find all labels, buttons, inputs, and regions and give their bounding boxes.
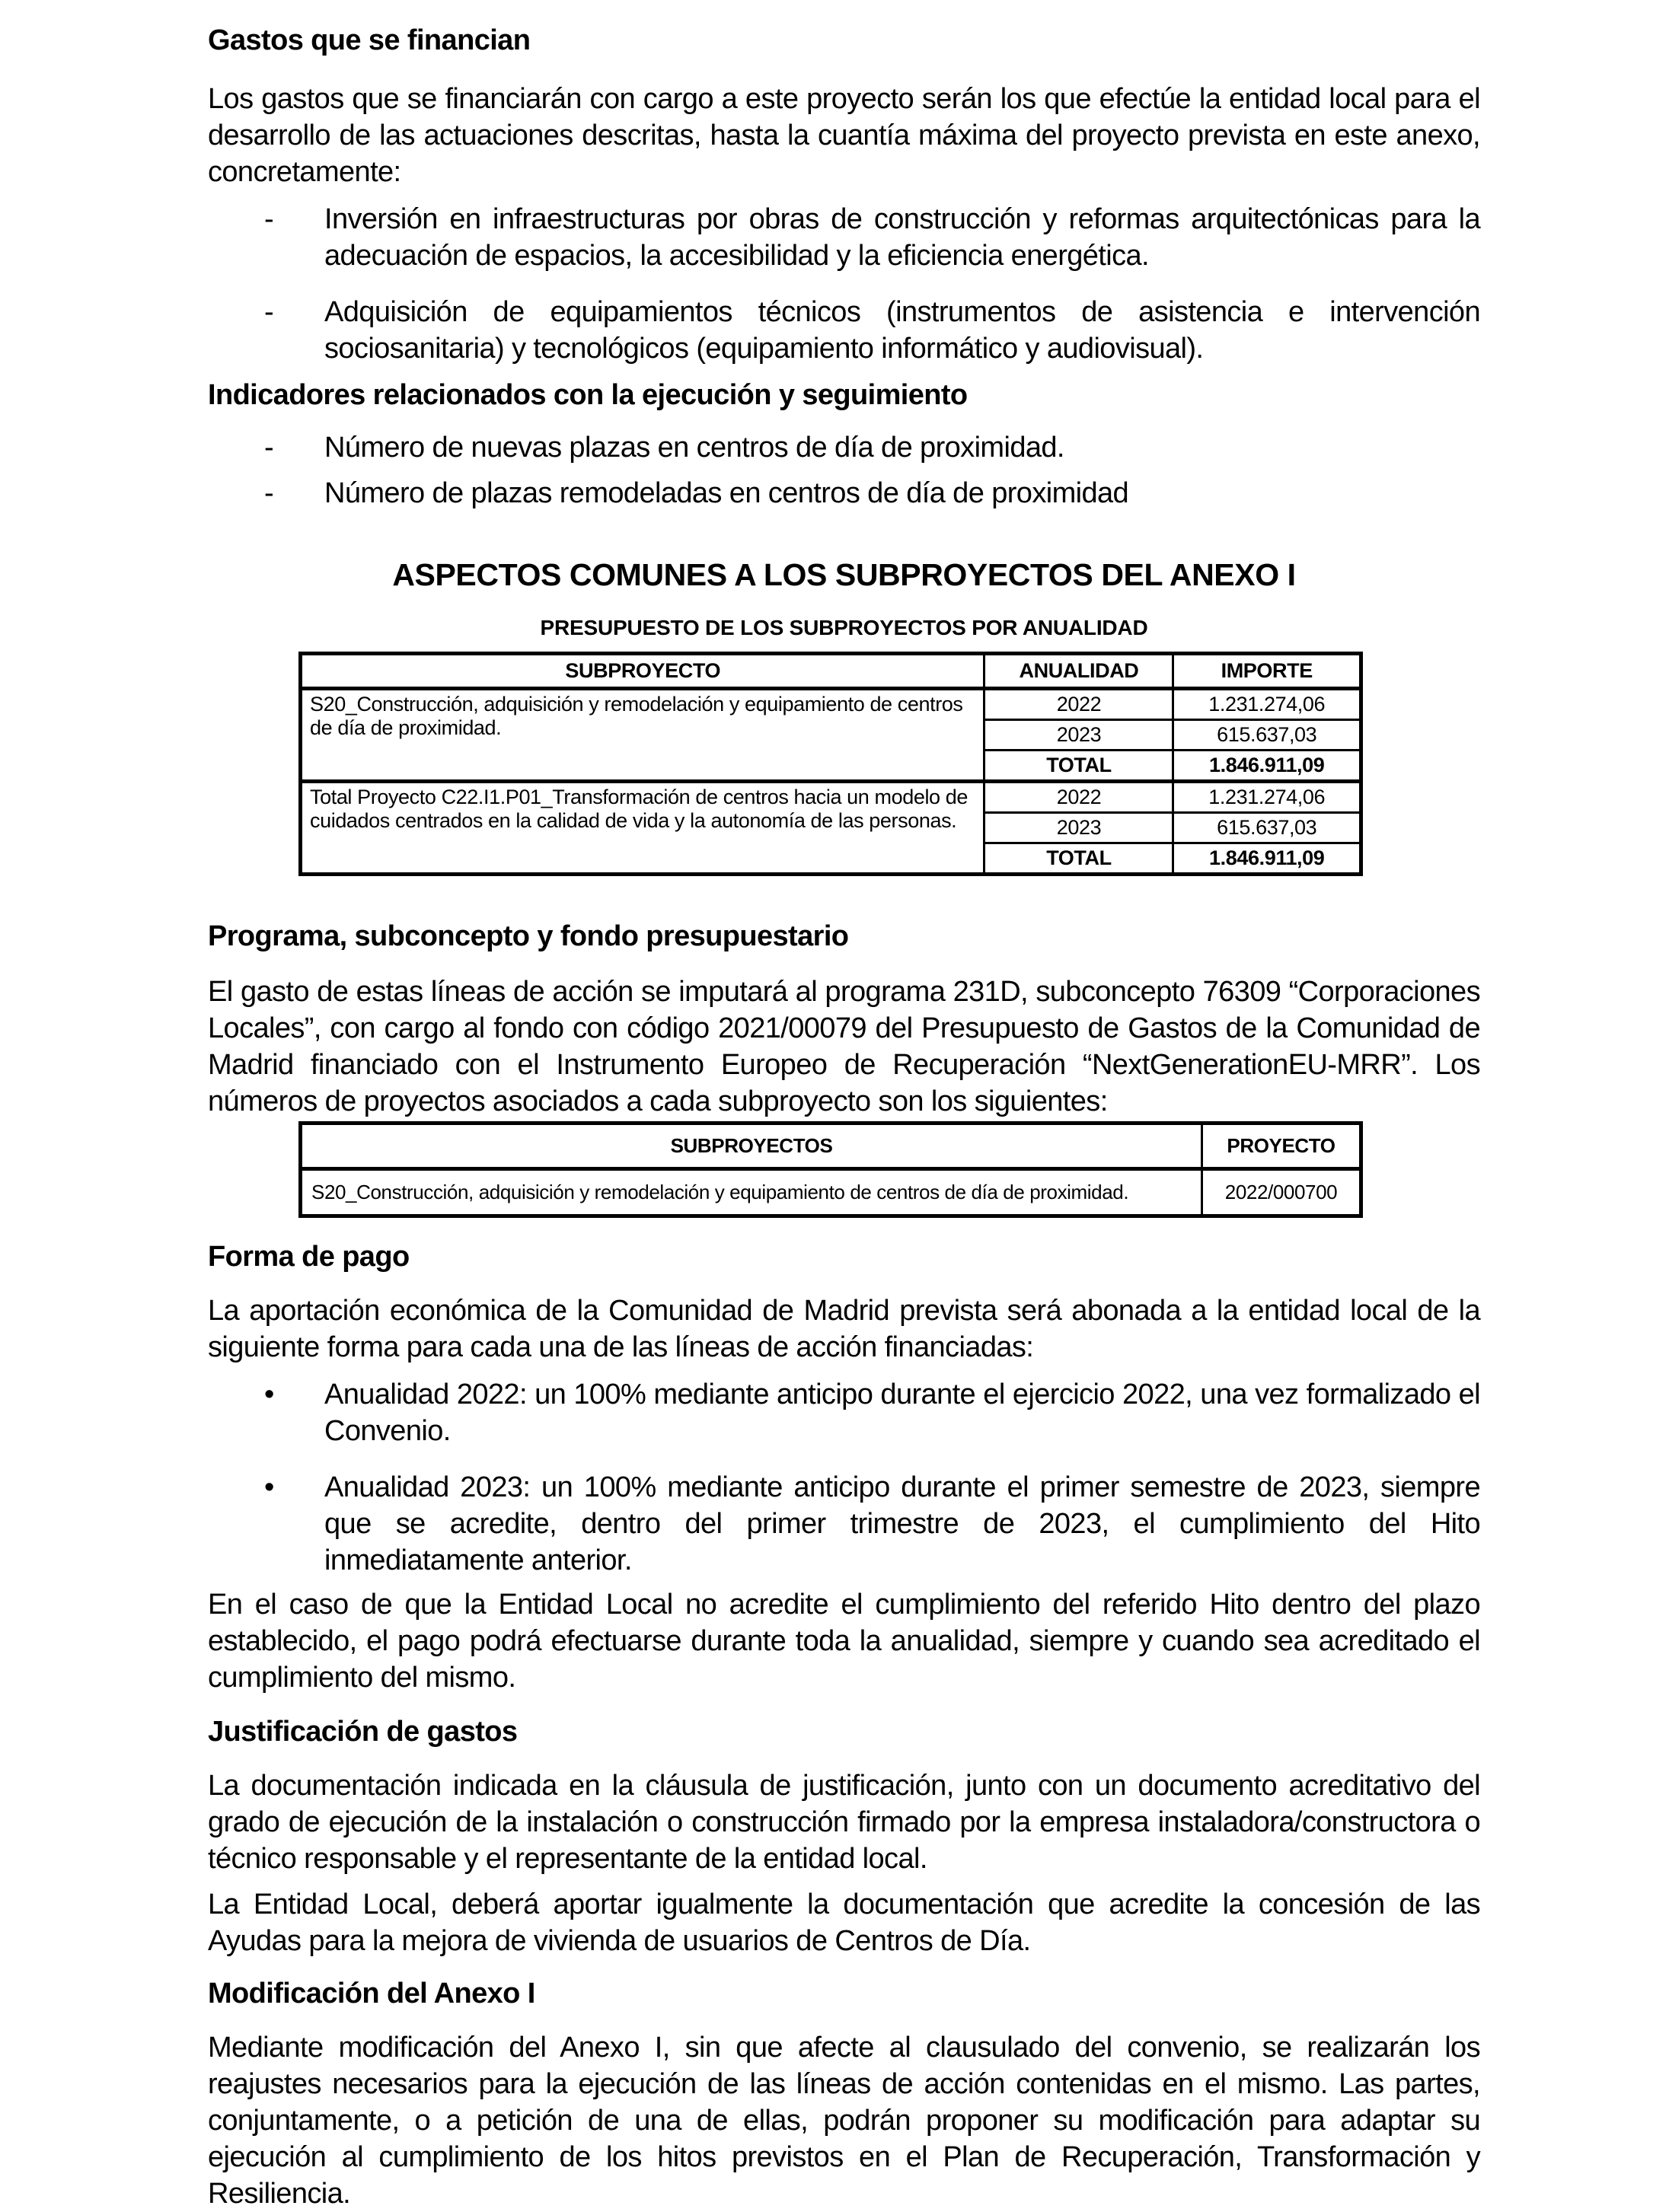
list-item <box>208 294 1480 367</box>
anualidad-cell: 2023 <box>984 813 1173 843</box>
paragraph-modificacion: Mediante modificación del Anexo I, sin que afecte al clausulado del convenio, se realizarán los reajustes necesarios para la ejecución de las líneas de acción contenidas en el mismo. Las partes, conjuntamente, o a petición de una de ellas, podrán proponer su modificación para adaptar su ejecución al cumplimiento de los hitos previstos en el Plan de Recuperación, Transformación y Resiliencia. <box>208 2032 1480 2210</box>
section-title-aspectos-comunes: ASPECTOS COMUNES A LOS SUBPROYECTOS DEL ANEXO I <box>392 557 1296 592</box>
list-item-text: Adquisición de equipamientos técnicos (instrumentos de asistencia e intervención sociosanitaria) y tecnológicos (equipamiento informático y audiovisual). <box>324 296 1480 365</box>
list-item <box>208 1469 1480 1579</box>
dash-bullet-marker: - <box>264 477 274 509</box>
table-header-row <box>301 654 1361 689</box>
table-title-presupuesto-anualidad: PRESUPUESTO DE LOS SUBPROYECTOS POR ANUALIDAD <box>540 616 1148 639</box>
heading-indicadores: Indicadores relacionados con la ejecución y seguimiento <box>208 379 968 411</box>
list-item-text: Número de plazas remodeladas en centros de día de proximidad <box>324 477 1129 509</box>
table-row <box>301 689 1361 720</box>
subproyecto-label: Total Proyecto C22.I1.P01_Transformación de centros hacia un modelo de cuidados centrados en la calidad de vida y la autonomía de las personas. <box>301 782 984 875</box>
anualidad-cell: 2022 <box>984 689 1173 720</box>
presupuesto-table <box>298 652 1363 876</box>
proyectos-table <box>298 1121 1363 1218</box>
list-item-text: Anualidad 2022: un 100% mediante anticipo durante el ejercicio 2022, una vez formalizado el Convenio. <box>324 1379 1480 1447</box>
importe-cell: 615.637,03 <box>1173 813 1361 843</box>
importe-cell: 1.231.274,06 <box>1173 689 1361 720</box>
column-header-proyecto: PROYECTO <box>1202 1124 1361 1169</box>
heading-programa-subconcepto: Programa, subconcepto y fondo presupuestario <box>208 920 849 952</box>
list-item <box>208 1376 1480 1449</box>
table-row <box>301 782 1361 813</box>
column-header-subproyectos: SUBPROYECTOS <box>301 1124 1202 1169</box>
proyecto-number-cell: 2022/000700 <box>1202 1169 1361 1216</box>
table-group-s20 <box>301 689 1361 782</box>
heading-modificacion-anexo: Modificación del Anexo I <box>208 1978 535 2010</box>
round-bullet-marker: • <box>264 1471 274 1503</box>
heading-forma-de-pago: Forma de pago <box>208 1241 410 1273</box>
subproyecto-label: S20_Construcción, adquisición y remodelación y equipamiento de centros de día de proximidad. <box>301 689 984 782</box>
paragraph-forma-intro: La aportación económica de la Comunidad de Madrid prevista será abonada a la entidad local de la siguiente forma para cada una de las líneas de acción financiadas: <box>208 1295 1480 1363</box>
column-header-importe: IMPORTE <box>1173 654 1361 689</box>
anualidad-total-cell: TOTAL <box>984 843 1173 875</box>
importe-cell: 615.637,03 <box>1173 720 1361 751</box>
gastos-bullet-list <box>208 201 1480 367</box>
heading-justificacion-gastos: Justificación de gastos <box>208 1716 518 1748</box>
anualidad-cell: 2023 <box>984 720 1173 751</box>
list-item <box>208 475 1480 512</box>
importe-total-cell: 1.846.911,09 <box>1173 751 1361 782</box>
dash-bullet-marker: - <box>264 203 274 235</box>
column-header-anualidad: ANUALIDAD <box>984 654 1173 689</box>
anualidad-cell: 2022 <box>984 782 1173 813</box>
heading-gastos-que-se-financian: Gastos que se financian <box>208 24 531 56</box>
paragraph-justificacion-2: La Entidad Local, deberá aportar igualmente la documentación que acredite la concesión de las Ayudas para la mejora de vivienda de usuarios de Centros de Día. <box>208 1888 1480 1957</box>
table-header-row <box>301 1124 1361 1169</box>
dash-bullet-marker: - <box>264 432 274 464</box>
anualidad-total-cell: TOTAL <box>984 751 1173 782</box>
round-bullet-marker: • <box>264 1379 274 1410</box>
indicadores-bullet-list <box>208 429 1480 512</box>
paragraph-programa: El gasto de estas líneas de acción se imputará al programa 231D, subconcepto 76309 “Corporaciones Locales”, con cargo al fondo con código 2021/00079 del Presupuesto de Gastos de la Comunidad de Madrid financiado con el Instrumento Europeo de Recuperación “NextGenerationEU-MRR”. Los números de proyectos asociados a cada subproyecto son los siguientes: <box>208 976 1480 1117</box>
paragraph-forma-closing: En el caso de que la Entidad Local no acredite el cumplimiento del referido Hito dentro del plazo establecido, el pago podrá efectuarse durante toda la anualidad, siempre y cuando sea acreditado el cumplimiento del mismo. <box>208 1589 1480 1694</box>
paragraph-gastos-intro: Los gastos que se financiarán con cargo a este proyecto serán los que efectúe la entidad local para el desarrollo de las actuaciones descritas, hasta la cuantía máxima del proyecto prevista en este anexo, concretamente: <box>208 83 1480 188</box>
list-item-text: Inversión en infraestructuras por obras de construcción y reformas arquitectónicas para la adecuación de espacios, la accesibilidad y la eficiencia energética. <box>324 203 1480 272</box>
subproyecto-cell: S20_Construcción, adquisición y remodelación y equipamiento de centros de día de proximidad. <box>301 1169 1202 1216</box>
list-item <box>208 201 1480 274</box>
table-row <box>301 1169 1361 1216</box>
list-item-text: Número de nuevas plazas en centros de día de proximidad. <box>324 432 1064 464</box>
list-item <box>208 429 1480 466</box>
forma-pago-bullet-list <box>208 1376 1480 1579</box>
list-item-text: Anualidad 2023: un 100% mediante anticipo durante el primer semestre de 2023, siempre que se acredite, dentro del primer trimestre de 2023, el cumplimiento del Hito inmediatamente anterior. <box>324 1471 1480 1576</box>
column-header-subproyecto: SUBPROYECTO <box>301 654 984 689</box>
table-group-total-proyecto <box>301 782 1361 875</box>
paragraph-justificacion-1: La documentación indicada en la cláusula de justificación, junto con un documento acreditativo del grado de ejecución de la instalación o construcción firmado por la empresa instaladora/constructora o técnico responsable y el representante de la entidad local. <box>208 1770 1480 1875</box>
dash-bullet-marker: - <box>264 296 274 328</box>
importe-cell: 1.231.274,06 <box>1173 782 1361 813</box>
importe-total-cell: 1.846.911,09 <box>1173 843 1361 875</box>
